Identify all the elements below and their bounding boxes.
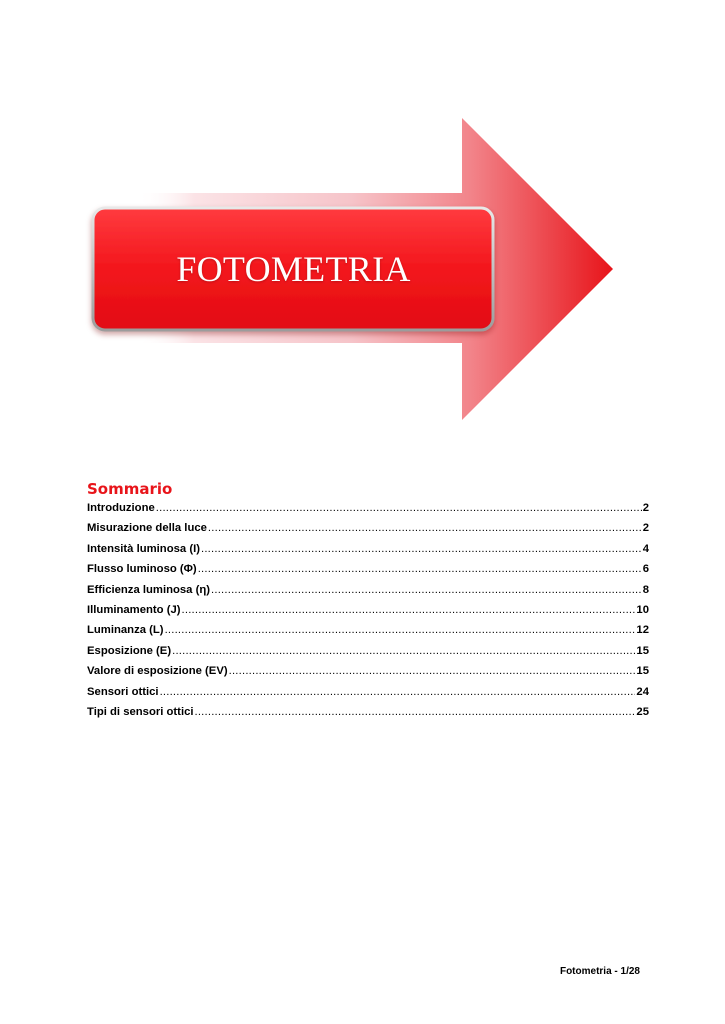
toc-leader-dots [229, 665, 636, 677]
document-title: FOTOMETRIA [176, 249, 411, 289]
toc-entry-tipi-di-sensori-ottici[interactable] [87, 706, 649, 726]
toc-entry-page: 15 [636, 644, 649, 657]
table-of-contents [87, 502, 649, 726]
toc-leader-dots [208, 522, 642, 534]
toc-entry-page: 15 [636, 665, 649, 678]
page-footer: Fotometria - 1/28 [559, 966, 640, 977]
toc-entry-sensori-ottici[interactable] [87, 686, 649, 706]
toc-entry-page: 2 [642, 502, 649, 514]
toc-entry-valore-di-esposizione[interactable] [87, 665, 649, 685]
toc-leader-dots [165, 624, 636, 636]
toc-entry-label: Sensori ottici [87, 685, 159, 698]
toc-entry-label: Tipi di sensori ottici [87, 705, 194, 718]
toc-entry-page: 6 [642, 563, 649, 576]
toc-entry-introduzione[interactable] [87, 502, 649, 522]
toc-entry-page: 2 [642, 522, 649, 535]
toc-leader-dots [198, 563, 642, 575]
toc-entry-label: Esposizione (E) [87, 644, 172, 657]
toc-leader-dots [211, 584, 642, 596]
toc-entry-intensita-luminosa[interactable] [87, 543, 649, 563]
toc-entry-page: 4 [642, 542, 649, 555]
toc-entry-flusso-luminoso[interactable] [87, 563, 649, 583]
toc-entry-page: 10 [636, 603, 649, 616]
toc-entry-efficienza-luminosa[interactable] [87, 584, 649, 604]
toc-leader-dots [195, 706, 636, 718]
toc-heading: Sommario [87, 480, 173, 498]
toc-entry-luminanza[interactable] [87, 624, 649, 644]
toc-entry-label: Flusso luminoso (Φ) [87, 563, 197, 576]
toc-entry-label: Efficienza luminosa (η) [87, 583, 211, 596]
toc-entry-label: Illuminamento (J) [87, 603, 181, 616]
toc-leader-dots [160, 686, 636, 698]
toc-entry-label: Misurazione della luce [87, 522, 207, 535]
cover-graphic [0, 0, 725, 470]
toc-entry-label: Intensità luminosa (I) [87, 542, 200, 555]
toc-entry-label: Introduzione [87, 502, 155, 514]
toc-entry-esposizione[interactable] [87, 645, 649, 665]
toc-leader-dots [182, 604, 636, 616]
toc-leader-dots [156, 502, 642, 514]
toc-entry-illuminamento[interactable] [87, 604, 649, 624]
toc-entry-label: Valore di esposizione (EV) [87, 665, 228, 678]
toc-entry-page: 12 [636, 624, 649, 637]
toc-entry-page: 25 [636, 705, 649, 718]
toc-leader-dots [172, 645, 635, 657]
toc-entry-misurazione-della-luce[interactable] [87, 522, 649, 542]
toc-leader-dots [201, 543, 642, 555]
toc-entry-page: 8 [642, 583, 649, 596]
toc-entry-label: Luminanza (L) [87, 624, 164, 637]
toc-entry-page: 24 [636, 685, 649, 698]
